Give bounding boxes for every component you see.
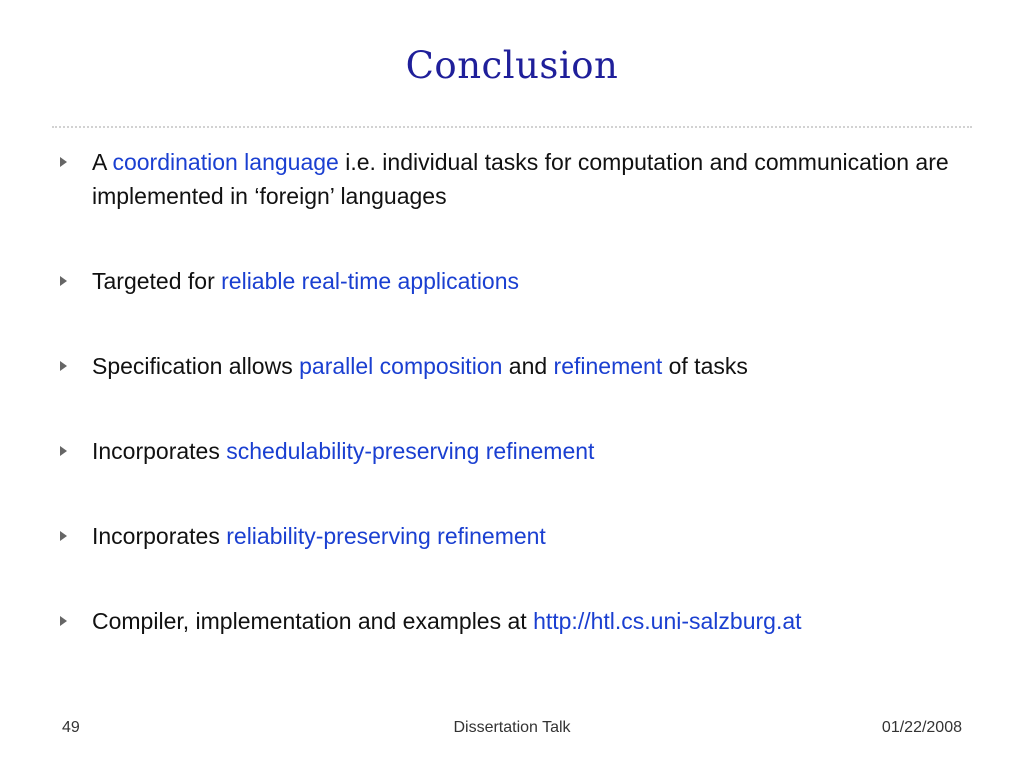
highlight-term: schedulability-preserving refinement: [226, 438, 595, 464]
triangle-bullet-icon: [60, 361, 67, 371]
highlight-term: reliability-preserving refinement: [226, 523, 546, 549]
bullet-item-6: [60, 604, 960, 638]
bullet-text: Targeted for reliable real-time applications: [92, 268, 520, 294]
slide-title: Conclusion: [405, 44, 619, 87]
bullet-text: Incorporates schedulability-preserving refinement: [92, 438, 595, 464]
bullet-item-1: [60, 145, 960, 213]
bullet-text: Specification allows parallel composition and refinement of tasks: [92, 353, 748, 379]
bullet-text: Incorporates reliability-preserving refinement: [92, 523, 546, 549]
highlight-term: coordination language: [112, 149, 339, 175]
title-divider: [52, 126, 972, 128]
triangle-bullet-icon: [60, 446, 67, 456]
footer-date: 01/22/2008: [881, 719, 962, 736]
bullet-item-5: [60, 519, 960, 553]
highlight-term: reliable real-time applications: [221, 268, 520, 294]
highlight-term: refinement: [553, 353, 663, 379]
triangle-bullet-icon: [60, 616, 67, 626]
bullet-item-4: [60, 434, 960, 468]
bullet-item-3: [60, 349, 960, 383]
bullet-item-2: [60, 264, 960, 298]
slide-page-number: 49: [62, 719, 80, 736]
triangle-bullet-icon: [60, 531, 67, 541]
highlight-term: parallel composition: [299, 353, 503, 379]
triangle-bullet-icon: [60, 276, 67, 286]
bullet-text: Compiler, implementation and examples at http://htl.cs.uni-salzburg.at: [92, 608, 802, 634]
bullet-text: A coordination language i.e. individual tasks for computation and communication are implemented in ‘foreign’ languages: [92, 149, 949, 209]
triangle-bullet-icon: [60, 157, 67, 167]
project-url-link[interactable]: http://htl.cs.uni-salzburg.at: [533, 608, 802, 634]
footer-title: Dissertation Talk: [453, 719, 571, 736]
